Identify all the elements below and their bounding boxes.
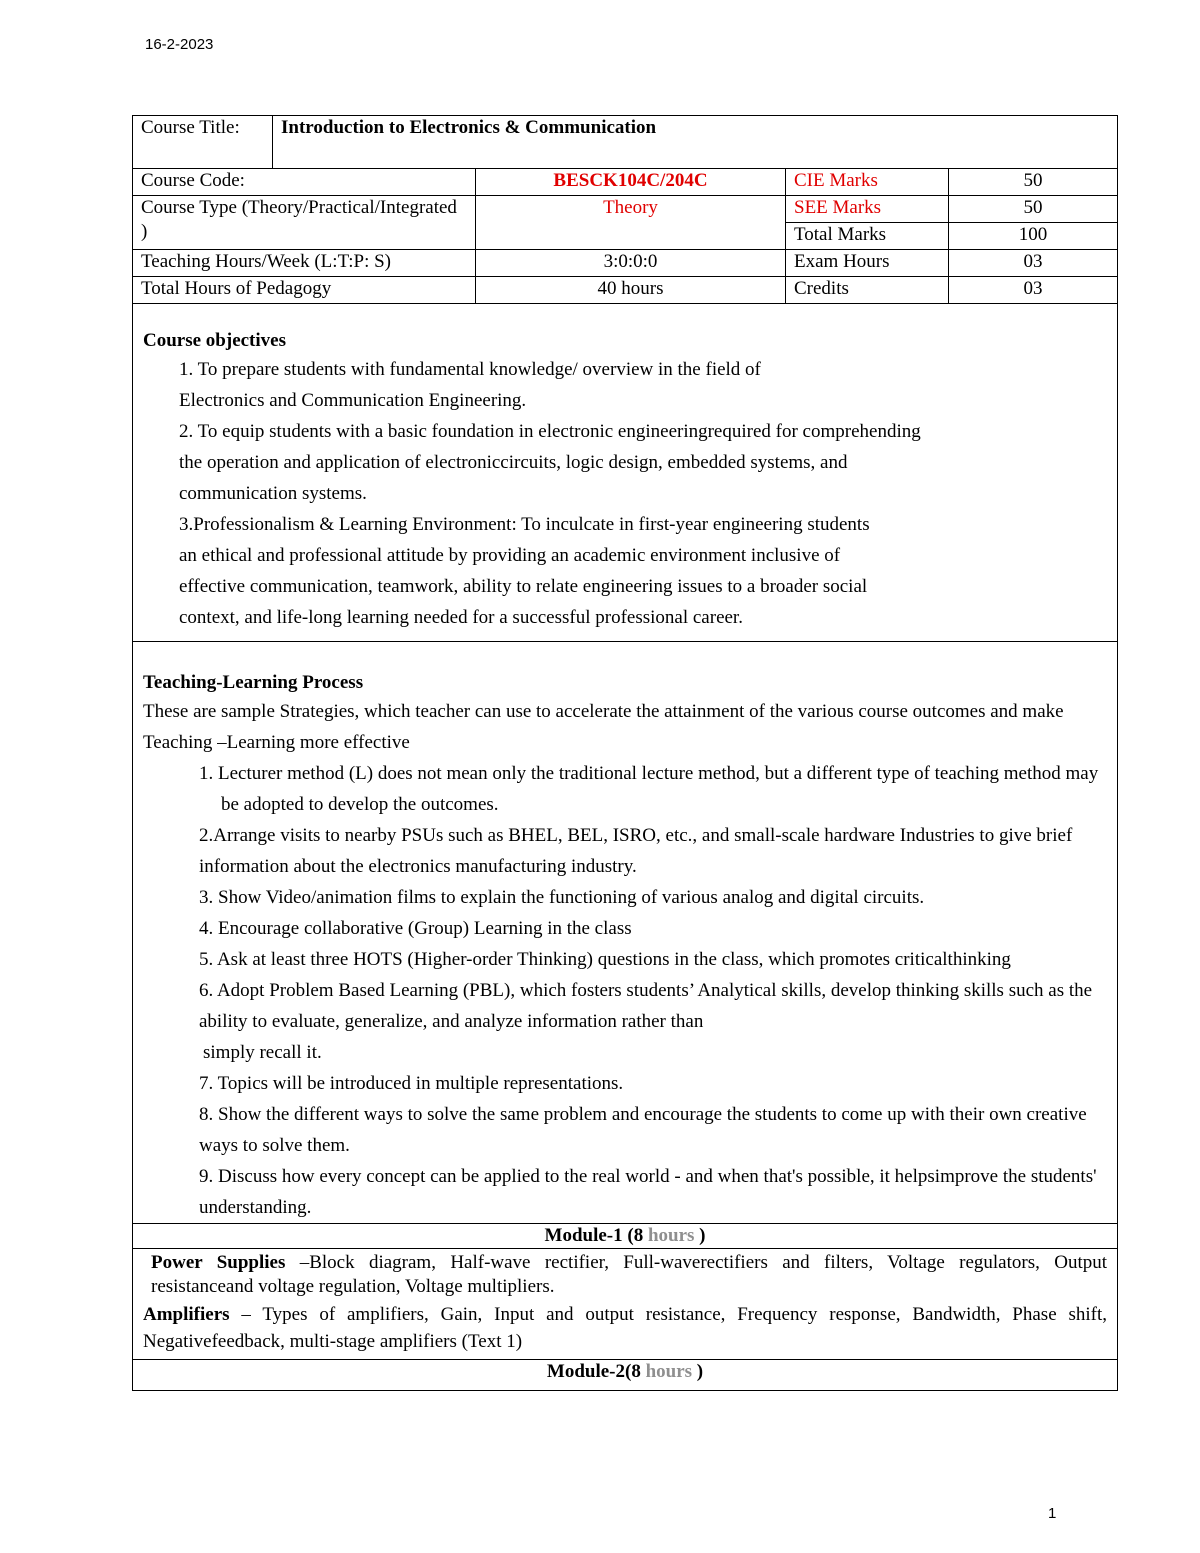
- module-2-title: [133, 1360, 1118, 1391]
- module-2-title-suffix: ): [692, 1361, 704, 1382]
- pedagogy-value: 40 hours: [476, 277, 786, 304]
- header-date: 16-2-2023: [145, 36, 214, 53]
- course-code-value: BESCK104C/204C: [476, 169, 786, 196]
- course-title-value: Introduction to Electronics & Communication: [273, 116, 1118, 169]
- objective-line: the operation and application of electroniccircuits, logic design, embedded systems, and: [179, 452, 848, 473]
- credits-value: 03: [949, 277, 1118, 304]
- total-marks-label: Total Marks: [786, 223, 949, 250]
- course-objectives-heading: Course objectives: [143, 330, 286, 351]
- exam-hours-label: Exam Hours: [786, 250, 949, 277]
- module-2-hours: hours: [645, 1361, 693, 1382]
- power-supplies-text: –Block diagram, Half-wave rectifier, Full-waverectifiers and filters, Voltage regulators, Output resistanceand voltage regulation, Voltage multipliers.: [151, 1252, 1107, 1297]
- teaching-hours-label: Teaching Hours/Week (L:T:P: S): [133, 250, 476, 277]
- teaching-item: 3. Show Video/animation films to explain the functioning of various analog and digital circuits.: [199, 887, 925, 908]
- pedagogy-row: [133, 277, 1118, 304]
- course-objectives-section: [133, 304, 1118, 642]
- objective-line: effective communication, teamwork, ability to relate engineering issues to a broader social: [179, 576, 868, 597]
- course-code-label: Course Code:: [133, 169, 476, 196]
- teaching-item: 2.Arrange visits to nearby PSUs such as BHEL, BEL, ISRO, etc., and small-scale hardware Industries to give brief information about the electronics manufacturing industry.: [199, 825, 1073, 877]
- exam-hours-value: 03: [949, 250, 1118, 277]
- objective-line: communication systems.: [179, 483, 367, 504]
- teaching-hours-row: [133, 250, 1118, 277]
- teaching-hours-value: 3:0:0:0: [476, 250, 786, 277]
- power-supplies-term: Power Supplies: [151, 1252, 286, 1273]
- objective-line: 1. To prepare students with fundamental knowledge/ overview in the field of: [179, 359, 761, 380]
- module-1-amplifiers: [143, 1301, 1107, 1355]
- course-title-row: [133, 116, 1118, 169]
- objective-line: context, and life-long learning needed for a successful professional career.: [179, 607, 743, 628]
- teaching-item: 8. Show the different ways to solve the same problem and encourage the students to come up with their own creative ways to solve them.: [199, 1104, 1087, 1156]
- objective-line: 3.Professionalism & Learning Environment: To inculcate in first-year engineering students: [179, 514, 870, 535]
- module-1-hours: hours: [647, 1225, 695, 1246]
- module-1-content: [133, 1249, 1118, 1360]
- course-code-row: [133, 169, 1118, 196]
- amplifiers-text: – Types of amplifiers, Gain, Input and output resistance, Frequency response, Bandwidth, Phase shift, Negativefeedback, multi-stage amplifiers (Text 1): [143, 1304, 1108, 1352]
- see-marks-value: 50: [949, 196, 1118, 223]
- see-marks-label: SEE Marks: [786, 196, 949, 223]
- teaching-item: 6. Adopt Problem Based Learning (PBL), which fosters students’ Analytical skills, develop thinking skills such as the ability to evaluate, generalize, and analyze information rather than: [199, 980, 1093, 1032]
- module-2-title-prefix: Module-2(8: [546, 1361, 646, 1382]
- course-syllabus-table: [132, 115, 1118, 1391]
- credits-label: Credits: [786, 277, 949, 304]
- module-2-title-row: [133, 1360, 1118, 1391]
- amplifiers-term: Amplifiers: [143, 1304, 230, 1325]
- objective-line: Electronics and Communication Engineering.: [179, 390, 527, 411]
- objective-line: 2. To equip students with a basic foundation in electronic engineeringrequired for comprehending: [179, 421, 921, 442]
- cie-marks-label: CIE Marks: [786, 169, 949, 196]
- module-1-title-suffix: ): [694, 1225, 706, 1246]
- module-1-body-row: [133, 1249, 1118, 1360]
- course-title-label: Course Title:: [133, 116, 273, 169]
- course-type-value: Theory: [476, 196, 786, 250]
- page-number: 1: [1048, 1505, 1057, 1522]
- course-type-label: Course Type (Theory/Practical/Integrated ): [133, 196, 476, 250]
- pedagogy-label: Total Hours of Pedagogy: [133, 277, 476, 304]
- teaching-item: 1. Lecturer method (L) does not mean only the traditional lecture method, but a different type of teaching method may be adopted to develop the outcomes.: [199, 763, 1099, 815]
- teaching-learning-heading: Teaching-Learning Process: [143, 672, 364, 693]
- module-1-power-supplies: [143, 1251, 1107, 1299]
- module-1-title-row: [133, 1224, 1118, 1249]
- teaching-item: simply recall it.: [203, 1042, 322, 1063]
- teaching-learning-row: [133, 642, 1118, 1224]
- teaching-learning-section: [133, 642, 1118, 1224]
- module-1-title: [133, 1224, 1118, 1249]
- objective-line: an ethical and professional attitude by providing an academic environment inclusive of: [179, 545, 841, 566]
- course-type-row: [133, 196, 1118, 223]
- objectives-row: [133, 304, 1118, 642]
- cie-marks-value: 50: [949, 169, 1118, 196]
- teaching-item: 9. Discuss how every concept can be applied to the real world - and when that's possible, it helpsimprove the students' understanding.: [199, 1166, 1097, 1218]
- teaching-intro: These are sample Strategies, which teacher can use to accelerate the attainment of the various course outcomes and make Teaching –Learning more effective: [143, 701, 1064, 753]
- teaching-item: 4. Encourage collaborative (Group) Learning in the class: [199, 918, 632, 939]
- teaching-item: 7. Topics will be introduced in multiple representations.: [199, 1073, 624, 1094]
- teaching-item: 5. Ask at least three HOTS (Higher-order Thinking) questions in the class, which promotes criticalthinking: [199, 949, 1011, 970]
- total-marks-value: 100: [949, 223, 1118, 250]
- module-1-title-prefix: Module-1 (8: [544, 1225, 648, 1246]
